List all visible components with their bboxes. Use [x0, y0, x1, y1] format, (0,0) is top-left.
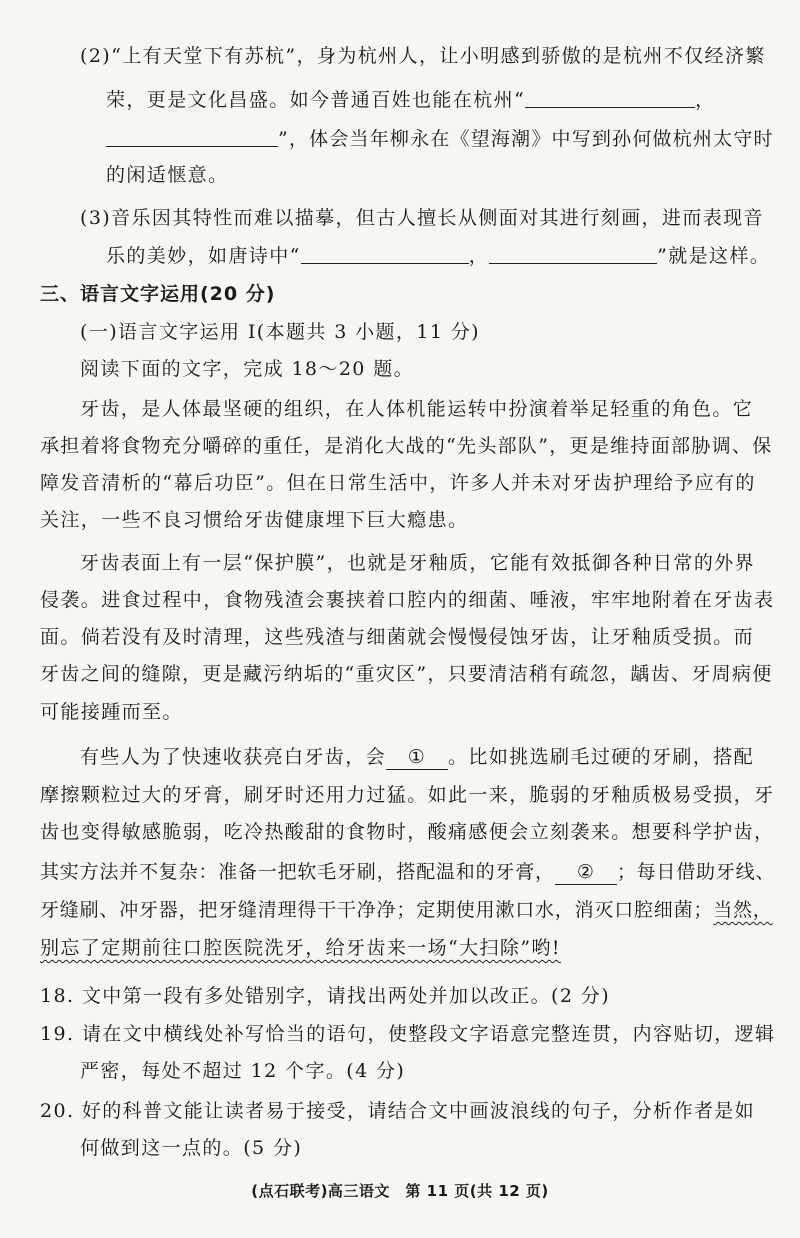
passage-line: 牙齿，是人体最坚硬的组织，在人体机能运转中扮演着举足轻重的角色。它: [80, 398, 754, 420]
poem-q2-line3: [106, 125, 774, 153]
passage-line: 面。倘若没有及时清理，这些残渣与细菌就会慢慢侵蚀牙齿，让牙釉质受损。而: [40, 626, 755, 648]
wavy-underlined-text: 别忘了定期前往口腔医院洗牙，给牙齿来一场“大扫除”哟!: [40, 937, 561, 959]
p3-line4-b: ；每日借助牙线、: [616, 861, 776, 883]
passage-line: 障发音清析的“幕后功臣”。但在日常生活中，许多人并未对牙齿护理给予应有的: [40, 472, 756, 494]
blank-marker-2: ②: [555, 860, 617, 885]
passage-line: 可能接踵而至。: [40, 701, 183, 723]
poem-q2-line2-tail: ，: [695, 89, 716, 111]
answer-blank: [489, 243, 657, 264]
passage-line: 牙齿表面上有一层“保护膜”，也就是牙釉质，它能有效抵御各种日常的外界: [80, 552, 756, 574]
question-18: 18. 文中第一段有多处错别字，请找出两处并加以改正。(2 分): [40, 985, 611, 1007]
passage-line: [40, 896, 773, 924]
passage-line: 关注，一些不良习惯给牙齿健康埋下巨大瘾患。: [40, 509, 469, 531]
poem-q3-text-b: ，: [468, 245, 490, 267]
instruction: 阅读下面的文字，完成 18～20 题。: [80, 358, 415, 380]
answer-blank: [106, 126, 278, 147]
passage-line: [40, 934, 561, 962]
p3-line4-a: 其实方法并不复杂：准备一把软毛牙刷，搭配温和的牙膏，: [40, 861, 555, 883]
question-20: 20. 好的科普文能让读者易于接受，请结合文中画波浪线的句子，分析作者是如: [40, 1100, 756, 1122]
poem-q3-line1: (3)音乐因其特性而难以描摹，但古人擅长从侧面对其进行刻画，进而表现音: [80, 207, 764, 229]
subsection-title: (一)语言文字运用 Ⅰ(本题共 3 小题，11 分): [80, 321, 480, 343]
question-19-cont: 严密，每处不超过 12 个字。(4 分): [80, 1060, 406, 1082]
passage-line: 牙齿之间的缝隙，更是藏污纳垢的“重灾区”，只要清洁稍有疏忽，龋齿、牙周病便: [40, 663, 773, 685]
poem-q2-line2-text: 荣，更是文化昌盛。如今普通百姓也能在杭州“: [106, 89, 526, 111]
answer-blank: [301, 243, 469, 264]
passage-line: 摩擦颗粒过大的牙膏，刷牙时还用力过猛。如此一来，脆弱的牙釉质极易受损，牙: [40, 784, 775, 806]
p3-line1-a: 有些人为了快速收获亮白牙齿，会: [80, 746, 387, 768]
poem-q2-line4: 的闲适惬意。: [106, 164, 229, 186]
question-19: 19. 请在文中横线处补写恰当的语句，使整段文字语意完整连贯，内容贴切，逻辑: [40, 1023, 776, 1045]
poem-q3-text-c: ”就是这样。: [657, 245, 771, 267]
page-footer: (点石联考)高三语文 第 11 页(共 12 页): [251, 1182, 549, 1200]
p3-line5-a: 牙缝刷、冲牙器，把牙缝清理得干干净净；定期使用漱口水，消灭口腔细菌；: [40, 899, 714, 921]
passage-line: [40, 858, 775, 886]
p3-line1-b: 。比如挑选刷毛过硬的牙刷，搭配: [448, 746, 755, 768]
section-title: 三、语言文字运用(20 分): [40, 283, 276, 305]
passage-line: 齿也变得敏感脆弱，吃冷热酸甜的食物时，酸痛感便会立刻袭来。想要科学护齿，: [40, 821, 775, 843]
passage-line: [80, 743, 754, 771]
passage-line: 侵袭。进食过程中，食物残渣会裹挟着口腔内的细菌、唾液，牢牢地附着在牙齿表: [40, 589, 775, 611]
answer-blank: [525, 87, 695, 108]
poem-q2-line2: [106, 86, 716, 114]
poem-q2-line3-text: ”，体会当年柳永在《望海潮》中写到孙何做杭州太守时: [278, 128, 774, 150]
poem-q2-line1: (2)“上有天堂下有苏杭”，身为杭州人，让小明感到骄傲的是杭州不仅经济繁: [80, 45, 766, 67]
question-20-cont: 何做到这一点的。(5 分): [80, 1137, 303, 1159]
wavy-underlined-text: 当然，: [713, 899, 773, 921]
passage-line: 承担着将食物充分嚼碎的重任，是消化大战的“先头部队”，更是维持面部胁调、保: [40, 435, 773, 457]
blank-marker-1: ①: [386, 745, 448, 770]
poem-q3-text-a: 乐的美妙，如唐诗中“: [106, 245, 301, 267]
poem-q3-line2: [106, 242, 770, 270]
